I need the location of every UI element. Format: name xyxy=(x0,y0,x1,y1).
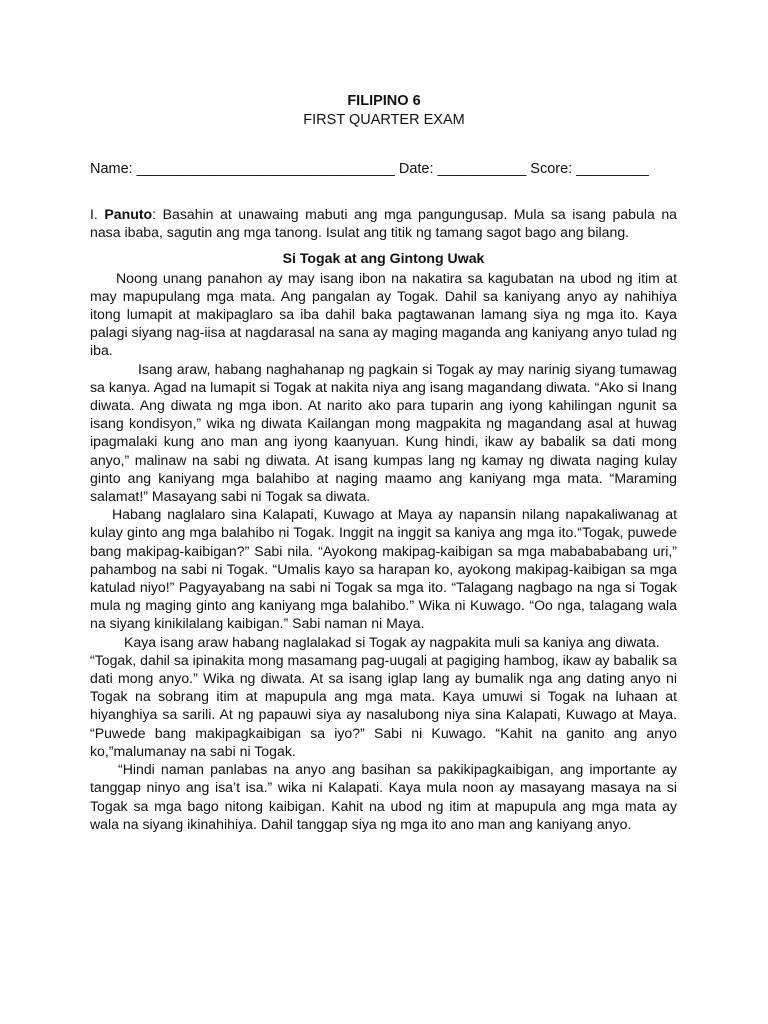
date-blank[interactable]: ___________ xyxy=(437,161,527,177)
story-paragraph-4: Kaya isang araw habang naglalakad si Togak ay nagpakita muli sa kaniya ang diwata. xyxy=(124,633,660,650)
instructions-number: I. xyxy=(90,206,98,222)
subject-title: FILIPINO 6 xyxy=(347,93,421,109)
exam-body xyxy=(90,205,677,833)
name-blank[interactable]: ________________________________ xyxy=(136,161,395,177)
instructions-label: Panuto xyxy=(104,206,153,222)
story-paragraph-3: Habang naglalaro sina Kalapati, Kuwago at Maya ay napansin nilang napakaliwanag at kulay ginto ang mga balahibo ni Togak. Inggit na inggit sa kaniya ang mga ito.“Togak, puwede bang makipag-kaibigan?” Sabi nila. “Ayokong makipag-kaibigan sa mga mababababang uri,” pahambog na sabi ni Togak. “Umalis kayo sa harapan ko, ayokong makipag-kaibigan sa mga katulad niyo!” Pagyayabang na sabi ni Togak sa mga ito. “Talagang nagbago na nga si Togak mula ng maging ginto ang kaniyang mga balahibo.” Wika ni Kuwago. “Oo nga, talagang wala na siyang kinikilalang kaibigan.” Sabi naman ni Maya. xyxy=(90,506,677,632)
story-title: Si Togak at ang Gintong Uwak xyxy=(282,250,485,267)
story-paragraph-5: “Togak, dahil sa ipinakita mong masamang pag-uugali at pagiging hambog, ikaw ay babalik sa dati mong anyo.” Wika ng diwata. At sa isang iglap lang ay bumalik nga ang dating anyo ni Togak na sobrang itim at mapupula ang mga mata. Kaya umuwi si Togak na luhaan at hiyanghiya sa sarili. At ng papauwi siya ay nasalubong niya sina Kalapati, Kuwago at Maya. “Puwede bang makipagkaibigan sa iyo?” Sabi ni Kuwago. “Kahit na ganito ang anyo ko,”malumanay na sabi ni Togak. xyxy=(90,651,677,759)
exam-title: FIRST QUARTER EXAM xyxy=(303,112,465,128)
date-label: Date: xyxy=(398,161,434,177)
score-blank[interactable]: _________ xyxy=(576,161,649,177)
exam-header xyxy=(0,92,768,129)
story-paragraph-6: “Hindi naman panlabas na anyo ang basihan sa pakikipagkaibigan, ang importante ay tanggap ninyo ang isa’t isa.” wika ni Kalapati. Kaya mula noon ay masayang masaya na si Togak sa mga bago nitong kaibigan. Kahit na ubod ng itim at mapupula ang mga mata ay wala na siyang ikinahihiya. Dahil tanggap siya ng mga ito ano man ang kaniyang anyo. xyxy=(90,761,677,832)
student-info-fields xyxy=(90,160,690,178)
instructions xyxy=(90,205,677,241)
name-label: Name: xyxy=(90,161,133,177)
instructions-text: : Basahin at unawaing mabuti ang mga pangungusap. Mula sa isang pabula na nasa ibaba, sagutin ang mga tanong. Isulat ang titik ng tamang sagot bago ang bilang. xyxy=(90,206,677,241)
score-label: Score: xyxy=(530,161,573,177)
story-paragraph-2: Isang araw, habang naghahanap ng pagkain si Togak ay may narinig siyang tumawag sa kanya. Agad na lumapit si Togak at nakita niya ang isang magandang diwata. “Ako si Inang diwata. Ang diwata ng mga ibon. At narito ako para tuparin ang iyong kahilingan ngunit sa isang kondisyon,” wika ng diwata Kailangan mong magpakita ng magandang asal at huwag ipagmalaki kung ano man ang iyong kaanyuan. Kung hindi, ikaw ay babalik sa dati mong anyo,” malinaw na sabi ng diwata. At isang kumpas lang ng kamay ng diwata naging kulay ginto ang kaniyang mga balahibo at naging maamo ang kaniyang mga mata. “Maraming salamat!” Masayang sabi ni Togak sa diwata. xyxy=(90,360,677,505)
story-paragraph-1: Noong unang panahon ay may isang ibon na nakatira sa kagubatan na ubod ng itim at may mapupulang mga mata. Ang pangalan ay Togak. Dahil sa kaniyang anyo ay nahihiya itong lumapit at makipaglaro sa iba dahil baka pagtawanan lamang siya ng mga ito. Kaya palagi siyang nag-iisa at nagdarasal na sana ay maging maganda ang kaniyang anyo tulad ng iba. xyxy=(90,269,677,359)
